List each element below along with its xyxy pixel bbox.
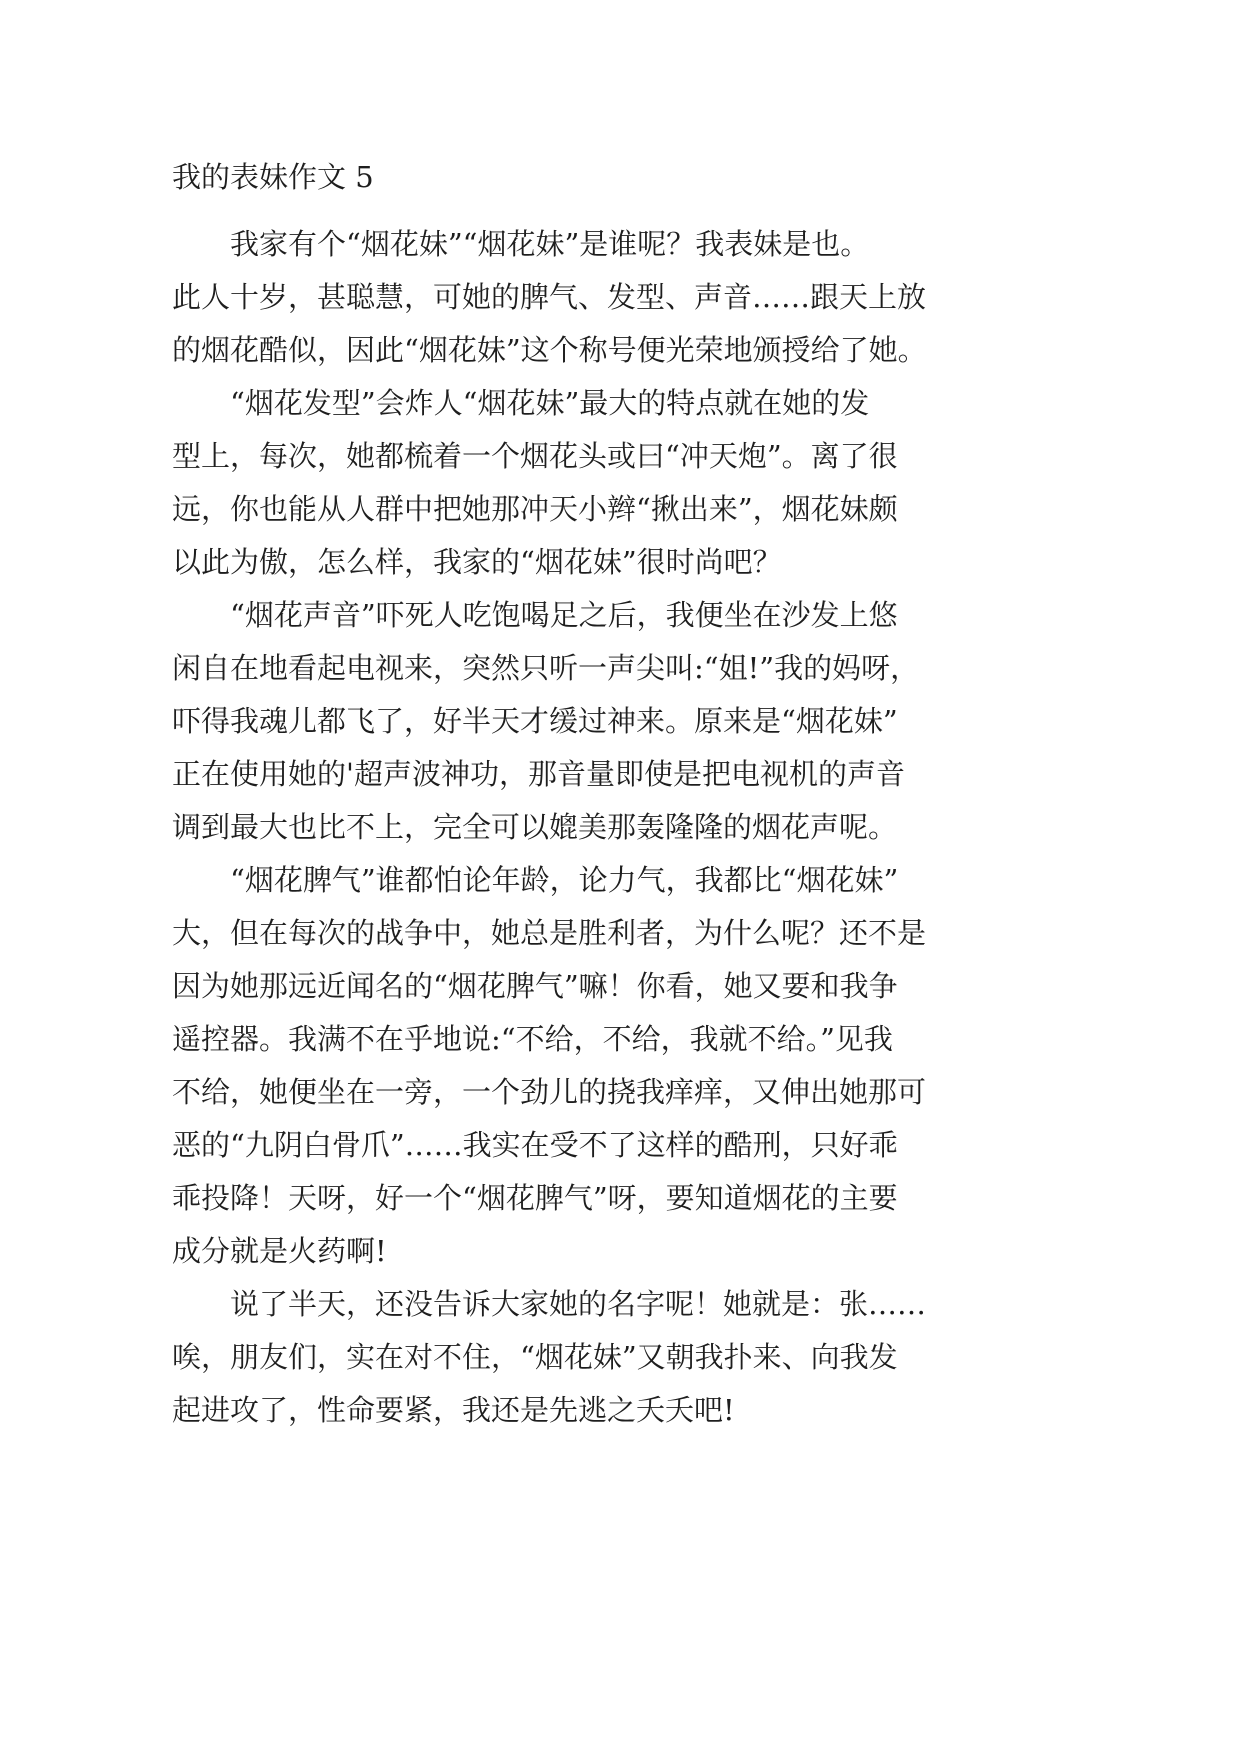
text-line: 成分就是火药啊! [172, 1234, 387, 1268]
text-line: “烟花声音”吓死人吃饱喝足之后，我便坐在沙发上悠 [230, 598, 898, 632]
text-line: 我家有个“烟花妹”“烟花妹”是谁呢？我表妹是也。 [230, 227, 870, 261]
text-line: “烟花发型”会炸人“烟花妹”最大的特点就在她的发 [230, 386, 870, 420]
paragraph [172, 1278, 1052, 1437]
text-line: 说了半天，还没告诉大家她的名字呢！她就是：张…… [230, 1287, 927, 1321]
text-line: 型上，每次，她都梳着一个烟花头或曰“冲天炮”。离了很 [172, 439, 898, 473]
paragraph [172, 589, 1052, 854]
text-line: 因为她那远近闻名的“烟花脾气”嘛！你看，她又要和我争 [172, 969, 898, 1003]
text-line: 远，你也能从人群中把她那冲天小辫“揪出来”，烟花妹颇 [172, 492, 898, 526]
document-page [172, 151, 1052, 1437]
text-line: 不给，她便坐在一旁，一个劲儿的挠我痒痒，又伸出她那可 [172, 1075, 927, 1109]
text-line: 以此为傲，怎么样，我家的“烟花妹”很时尚吧？ [172, 545, 782, 579]
text-line: 正在使用她的'超声波神功，那音量即使是把电视机的声音 [172, 757, 905, 791]
paragraph [172, 377, 1052, 589]
paragraph [172, 218, 1052, 377]
text-line: 起进攻了，性命要紧，我还是先逃之夭夭吧! [172, 1393, 735, 1427]
text-line: 闲自在地看起电视来，突然只听一声尖叫:“姐!”我的妈呀， [172, 651, 920, 685]
text-line: 此人十岁，甚聪慧，可她的脾气、发型、声音……跟天上放 [172, 280, 927, 314]
text-line: 遥控器。我满不在乎地说:“不给，不给，我就不给。”见我 [172, 1022, 893, 1056]
paragraph [172, 854, 1052, 1278]
text-line: 乖投降！天呀，好一个“烟花脾气”呀，要知道烟花的主要 [172, 1181, 898, 1215]
text-line: 大，但在每次的战争中，她总是胜利者，为什么呢？还不是 [172, 916, 927, 950]
text-line: 唉，朋友们，实在对不住，“烟花妹”又朝我扑来、向我发 [172, 1340, 898, 1374]
text-line: 的烟花酷似，因此“烟花妹”这个称号便光荣地颁授给了她。 [172, 333, 927, 367]
text-line: “烟花脾气”谁都怕论年龄，论力气，我都比“烟花妹” [230, 863, 899, 897]
text-line: 恶的“九阴白骨爪”……我实在受不了这样的酷刑，只好乖 [172, 1128, 898, 1162]
text-line: 调到最大也比不上，完全可以媲美那轰隆隆的烟花声呢。 [172, 810, 898, 844]
text-line: 吓得我魂儿都飞了，好半天才缓过神来。原来是“烟花妹” [172, 704, 898, 738]
document-title: 我的表妹作文 5 [172, 160, 374, 194]
